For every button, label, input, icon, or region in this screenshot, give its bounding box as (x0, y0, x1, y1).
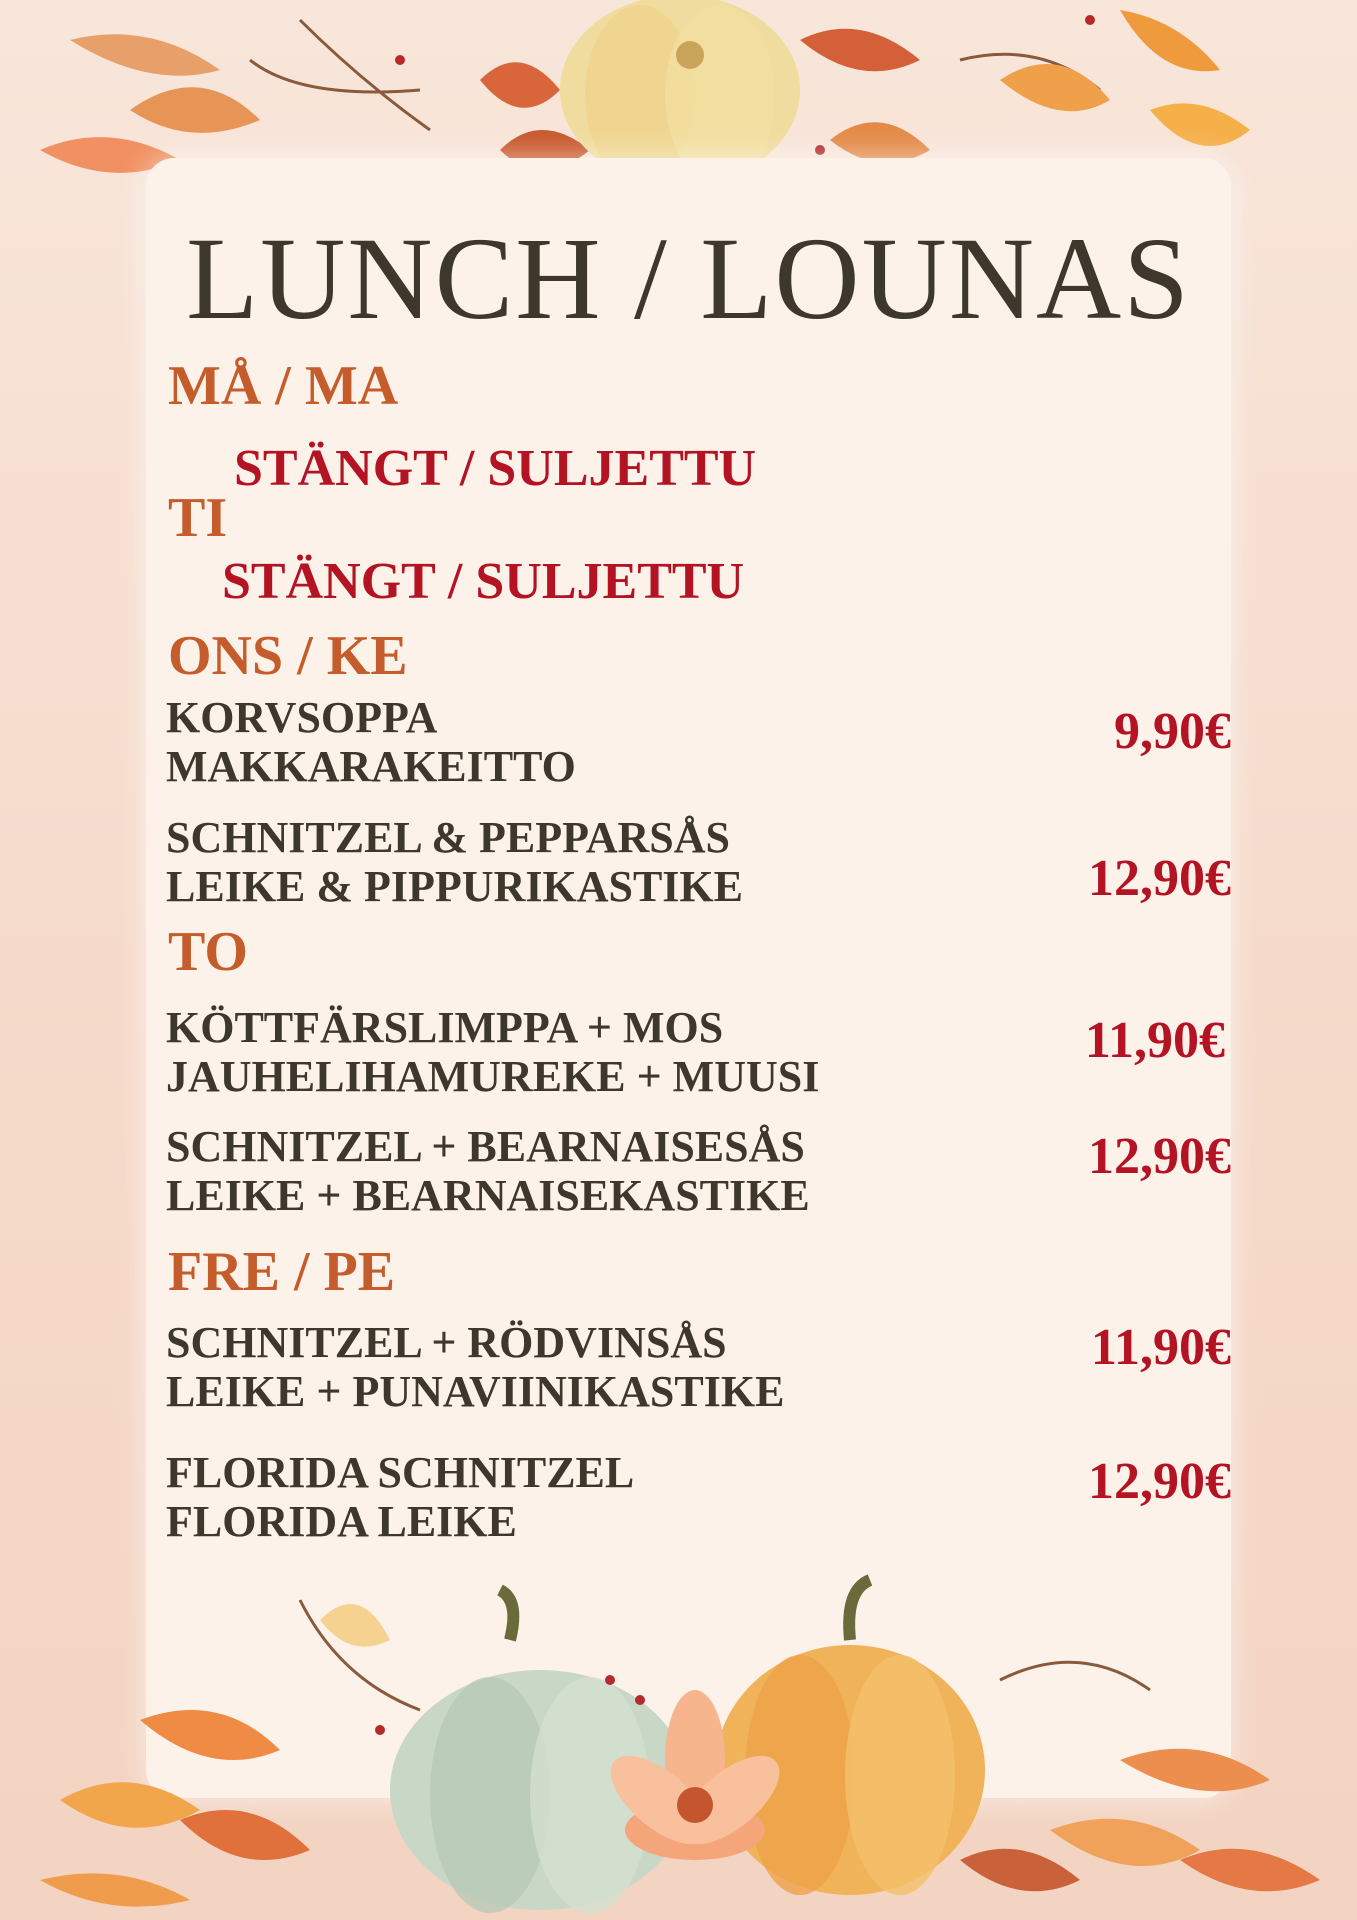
menu-item (166, 1448, 634, 1546)
menu-item (166, 1318, 784, 1416)
menu-item-swedish: FLORIDA SCHNITZEL (166, 1448, 635, 1497)
day-heading-tuesday: TI (168, 487, 228, 549)
menu-item-finnish: JAUHELIHAMUREKE + MUUSI (166, 1052, 820, 1101)
menu-item-price: 12,90€ (1088, 1128, 1231, 1185)
menu-item-price: 12,90€ (1088, 1453, 1231, 1510)
menu-item (166, 813, 743, 911)
menu-item-finnish: FLORIDA LEIKE (166, 1497, 517, 1546)
menu-item-price: 11,90€ (1090, 1319, 1231, 1376)
menu-item (166, 1003, 819, 1101)
menu-item-swedish: SCHNITZEL & PEPPARSÅS (166, 813, 730, 862)
day-heading-friday: FRE / PE (168, 1241, 396, 1303)
closed-notice-monday: STÄNGT / SULJETTU (234, 440, 757, 497)
page-title: LUNCH / LOUNAS (186, 213, 1191, 344)
menu-item (166, 1122, 810, 1220)
menu-item-finnish: LEIKE + BEARNAISEKASTIKE (166, 1171, 810, 1220)
closed-notice-tuesday: STÄNGT / SULJETTU (222, 553, 745, 610)
menu-item-price: 12,90€ (1088, 850, 1231, 907)
menu-item-swedish: SCHNITZEL + RÖDVINSÅS (166, 1318, 727, 1367)
day-heading-monday: MÅ / MA (168, 355, 399, 417)
menu-item-swedish: KÖTTFÄRSLIMPPA + MOS (166, 1003, 724, 1052)
menu-item-price: 9,90€ (1114, 703, 1231, 760)
day-heading-wednesday: ONS / KE (168, 625, 408, 687)
menu-item (166, 693, 576, 791)
menu-item-price: 11,90€ (1084, 1012, 1225, 1069)
menu-item-finnish: LEIKE + PUNAVIINIKASTIKE (166, 1367, 785, 1416)
leaf-icon (40, 20, 590, 173)
day-heading-thursday: TO (168, 921, 248, 983)
menu-item-finnish: MAKKARAKEITTO (166, 742, 576, 791)
menu-item-swedish: KORVSOPPA (166, 693, 438, 742)
menu-item-finnish: LEIKE & PIPPURIKASTIKE (166, 862, 743, 911)
menu-item-swedish: SCHNITZEL + BEARNAISESÅS (166, 1122, 805, 1171)
